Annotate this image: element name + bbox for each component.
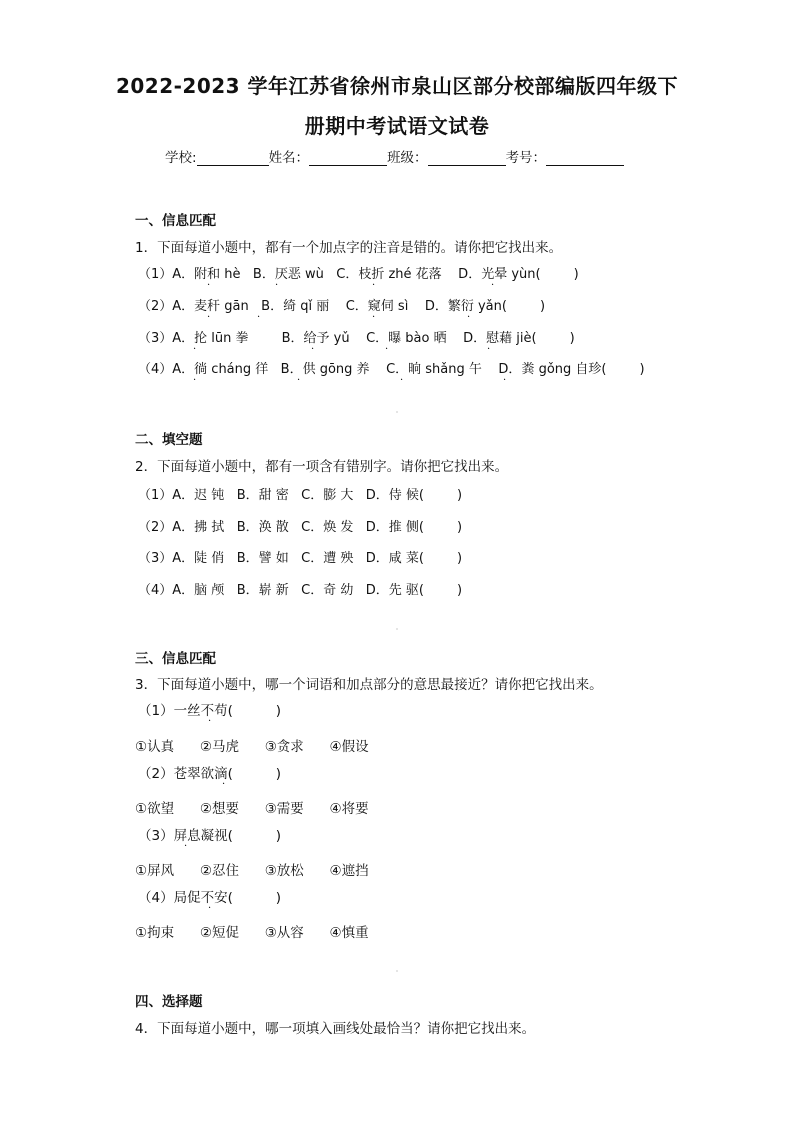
section2-row-4: （4）A．脑 颅 B．崭 新 C．奇 幼 D．先 驱( ) (138, 583, 463, 598)
section3-options-2: ①欲望 ②想要 ③需要 ④将要 (135, 801, 369, 817)
emphasis-dot: · (208, 716, 212, 727)
section1-question: 1．下面每道小题中，都有一个加点字的注音是错的。请你把它找出来。 (135, 240, 563, 256)
page-speck (396, 628, 398, 630)
section3-prompt-3: （3）屏息凝视( ) (138, 828, 282, 844)
emphasis-dot: · (184, 841, 188, 852)
exam-title-line1: 2022-2023 学年江苏省徐州市泉山区部分校部编版四年级下 (115, 74, 679, 98)
emphasis-dot: · (311, 344, 315, 355)
section3-options-3: ①屏风 ②忍住 ③放松 ④遮挡 (135, 863, 369, 879)
emphasis-dot: · (207, 280, 211, 291)
emphasis-dot: · (207, 312, 211, 323)
class-label: 班级： (387, 150, 428, 166)
name-blank[interactable] (309, 151, 387, 166)
emphasis-dot: · (193, 344, 197, 355)
page-speck (396, 970, 398, 972)
section2-heading: 二、填空题 (135, 432, 203, 448)
school-blank[interactable] (197, 151, 269, 166)
section3-prompt-1: （1）一丝不苟( ) (138, 703, 282, 719)
name-label: 姓名： (268, 150, 310, 166)
emphasis-dot: · (208, 903, 212, 914)
exam-title-line2: 册期中考试语文试卷 (304, 114, 490, 138)
student-info-line (165, 146, 624, 166)
page-speck (396, 411, 398, 413)
section2-row-3: （3）A．陡 俏 B．譬 如 C．遭 殃 D．咸 菜( ) (138, 551, 463, 566)
emphasis-dot: · (467, 312, 471, 323)
emphasis-dot: · (297, 375, 301, 386)
emphasis-dot: · (193, 375, 197, 386)
emphasis-dot: · (372, 312, 376, 323)
emphasis-dot: · (503, 375, 507, 386)
section1-row-4: （4）A．徜 cháng 徉 B．供 gōng 养 C．晌 shǎng 午 D．粪 gǒng 自珍( ) (138, 362, 645, 377)
section3-prompt-2: （2）苍翠欲滴( ) (138, 766, 282, 782)
emphasis-dot: · (491, 280, 495, 291)
section3-options-4: ①拘束 ②短促 ③从容 ④慎重 (135, 925, 369, 941)
section3-question: 3．下面每道小题中，哪一个词语和加点部分的意思最接近？请你把它找出来。 (135, 677, 603, 693)
emphasis-dot: · (487, 344, 491, 355)
section4-heading: 四、选择题 (135, 994, 203, 1010)
school-label: 学校: (165, 150, 197, 166)
section3-prompt-4: （4）局促不安( ) (138, 890, 282, 906)
section1-heading: 一、信息匹配 (135, 213, 216, 229)
section2-question: 2．下面每道小题中，都有一项含有错别字。请你把它找出来。 (135, 459, 509, 475)
section2-row-2: （2）A．拂 拭 B．涣 散 C．焕 发 D．推 侧( ) (138, 520, 463, 535)
section3-heading: 三、信息匹配 (135, 651, 216, 667)
section1-row-3: （3）A．抡 lūn 拳 B．给予 yǔ C．曝 bào 晒 D．慰藉 jiè( ) (138, 331, 575, 346)
emphasis-dot: · (257, 312, 261, 323)
emphasis-dot: · (400, 375, 404, 386)
section4-question: 4．下面每道小题中，哪一项填入画线处最恰当？请你把它找出来。 (135, 1021, 536, 1037)
emphasis-dot: · (385, 344, 389, 355)
section1-row-1: （1）A．附和 hè B．厌恶 wù C．枝折 zhé 花落 D．光晕 yùn( ) (138, 267, 579, 282)
exam-number-blank[interactable] (546, 151, 624, 166)
section3-options-1: ①认真 ②马虎 ③贪求 ④假设 (135, 739, 369, 755)
class-blank[interactable] (428, 151, 506, 166)
exam-number-label: 考号： (505, 150, 547, 166)
emphasis-dot: · (222, 779, 226, 790)
emphasis-dot: · (372, 280, 376, 291)
section2-row-1: （1）A．迟 钝 B．甜 密 C．膨 大 D．侍 候( ) (138, 488, 463, 503)
emphasis-dot: · (275, 280, 279, 291)
section1-row-2: （2）A．麦秆 gān B．绮 qǐ 丽 C．窥伺 sì D．繁衍 yǎn( ) (138, 299, 546, 314)
